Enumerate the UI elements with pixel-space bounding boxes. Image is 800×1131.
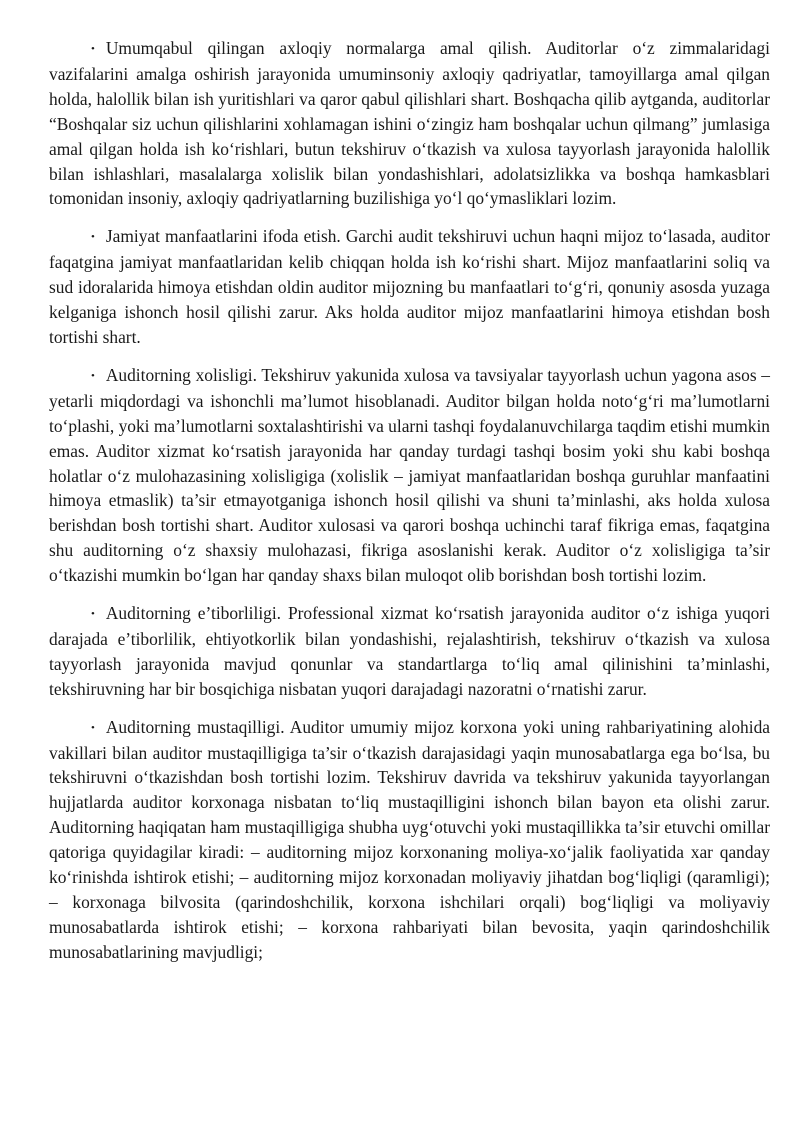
paragraph-text: Jamiyat manfaatlarini ifoda etish. Garchi audit tekshiruvi uchun haqni mijoz to‘lasada, auditor faqatgina jamiyat manfaatlaridan kelib chiqqan holda ish ko‘rishi shart. Mijoz manfaatlarini soliq va sud idoralarida himoya etishdan oldin auditor mijozning bu manfaatlari to‘g‘ri, qonuniy asosda yuzaga kelganiga ishonch hosil qilishi zarur. Aks holda auditor mijoz manfaatlarini himoya etishdan bosh tortishi shart.	[49, 226, 770, 347]
paragraph-jamiyat-manfaatlari	[49, 224, 770, 350]
document-page	[49, 36, 770, 978]
bullet-icon: •	[91, 608, 95, 621]
paragraph-auditor-xolisligi	[49, 363, 770, 588]
bullet-icon: •	[91, 721, 95, 734]
paragraph-text: Auditorning xolisligi. Tekshiruv yakunida xulosa va tavsiyalar tayyorlash uchun yagona asos – yetarli miqdordagi va ishonchli ma’lumot hisoblanadi. Auditor bilgan holda noto‘g‘ri ma’lumotlarni to‘plashi, yoki ma’lumotlarni soxtalashtirishi va ularni tashqi foydalanuvchilarga taqdim etishi mumkin emas. Auditor xizmat ko‘rsatish jarayonida har qanday turdagi tashqi bosim yoki shu kabi boshqa holatlar o‘z mulohazasining xolisligiga (xolislik – jamiyat manfaatlaridan boshqa guruhlar manfaatini himoya etmaslik) ta’sir etmayotganiga ishonch hosil qilishi va shuni ta’minlashi, aks holda xulosa berishdan bosh tortishi shart. Auditor xulosasi va qarori boshqa uchinchi taraf fikriga emas, faqatgina shu auditorning o‘z shaxsiy mulohazasi, fikriga asoslanishi kerak. Auditor o‘z xolisligiga ta’sir o‘tkazishi mumkin bo‘lgan har qanday shaxs bilan muloqot olib borishdan bosh tortishi lozim.	[49, 364, 770, 586]
paragraph-axloqiy-normalar	[49, 36, 770, 211]
paragraph-auditor-etiborliligi	[49, 601, 770, 702]
paragraph-text: Umumqabul qilingan axloqiy normalarga amal qilish. Auditorlar o‘z zimmalaridagi vazifalarini amalga oshirish jarayonida umuminsoniy axloqiy qadriyatlar, tamoyillarga amal qilgan holda, halollik bilan ish yuritishlari va qaror qabul qilishlari shart. Boshqacha qilib aytganda, auditorlar “Boshqalar siz uchun qilishlarini xohlamagan ishini o‘zingiz ham boshqalar uchun qilmang” jumlasiga amal qilgan holda ish ko‘rishlari, butun tekshiruv o‘tkazish va xulosa tayyorlash jarayonida halollik bilan ishlashlari, masalalarga xolislik bilan yondashishlari, adolatsizlikka va boshqa hamkasblari tomonidan insoniy, axloqiy qadriyatlarning buzilishiga yo‘l qo‘ymasliklari lozim.	[49, 38, 770, 209]
paragraph-text: Auditorning e’tiborliligi. Professional xizmat ko‘rsatish jarayonida auditor o‘z ishiga yuqori darajada e’tiborlilik, ehtiyotkorlik bilan yondashishi, rejalashtirish, tekshiruv o‘tkazish va xulosa tayyorlash jarayonida mavjud qonunlar va standartlarga to‘liq amal qilinishini ta’minlashi, tekshiruvning har bir bosqichiga nisbatan yuqori darajadagi nazoratni o‘rnatishi zarur.	[49, 603, 770, 699]
paragraph-auditor-mustaqilligi	[49, 715, 770, 965]
bullet-icon: •	[91, 231, 95, 244]
paragraph-text: Auditorning mustaqilligi. Auditor umumiy mijoz korxona yoki uning rahbariyatining alohida vakillari bilan auditor mustaqilligiga ta’sir o‘tkazish darajasidagi yaqin munosabatlarga ega bo‘lsa, bu tekshiruvni o‘tkazishdan bosh tortishi lozim. Tekshiruv davrida va tekshiruv yakunida tayyorlangan hujjatlarda auditor korxonaga nisbatan to‘liq mustaqilligini ishonch bilan bayon eta olishi zarur. Auditorning haqiqatan ham mustaqilligiga shubha uyg‘otuvchi yoki mustaqillikka ta’sir etuvchi omillar qatoriga quyidagilar kiradi: – auditorning mijoz korxonaning moliya-xo‘jalik faoliyatida xar qanday ko‘rinishda ishtirok etishi; – auditorning mijoz korxonadan moliyaviy jihatdan bog‘liqligi (qaramligi); – korxonaga bilvosita (qarindoshchilik, korxona ishchilari orqali) bog‘liqligi va moliyaviy munosabatlarda ishtirok etishi; – korxona rahbariyati bilan bevosita, yaqin qarindoshchilik munosabatlarining mavjudligi;	[49, 716, 770, 962]
bullet-icon: •	[91, 369, 95, 382]
bullet-icon: •	[91, 43, 95, 55]
